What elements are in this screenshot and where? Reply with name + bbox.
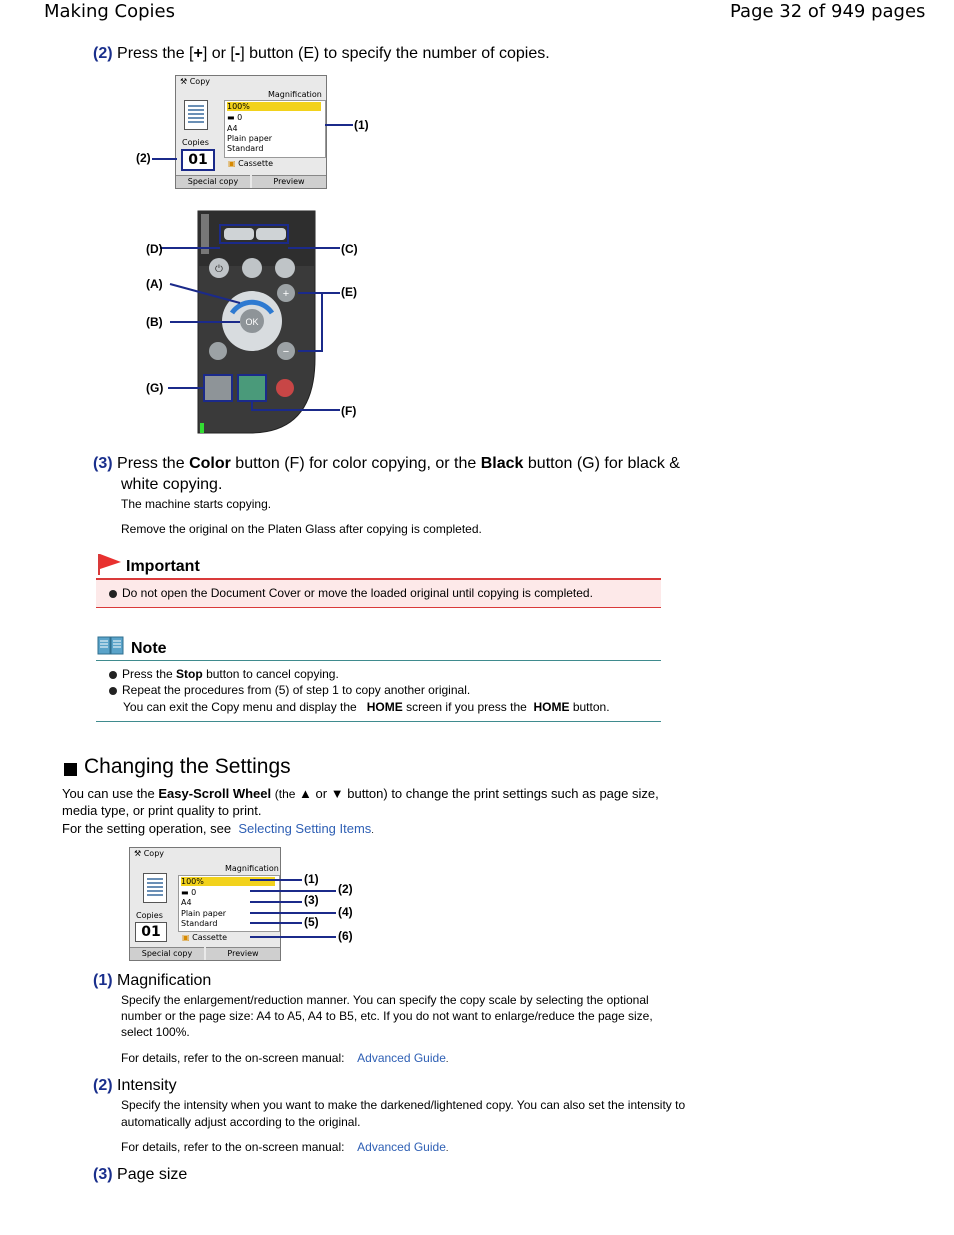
callout-label: (B) — [146, 315, 163, 329]
section-title: Changing the Settings — [84, 755, 291, 778]
advanced-guide-link[interactable]: Advanced Guide — [357, 1051, 446, 1065]
lcd-screen-copy — [175, 75, 327, 189]
copies-label: Copies — [182, 138, 209, 147]
item-reference: For details, refer to the on-screen manual: Advanced Guide. — [121, 1051, 449, 1065]
callout-label: (D) — [146, 242, 163, 256]
bullet-icon — [109, 687, 117, 695]
menu-row: Standard — [181, 919, 218, 928]
copies-value: 01 — [181, 149, 215, 171]
callout-label: (1) — [304, 872, 319, 886]
callout-label: (4) — [338, 905, 353, 919]
up-arrow-icon: ▲ — [299, 786, 312, 801]
note-title: Note — [131, 640, 167, 657]
document-icon — [143, 873, 167, 903]
black-key: Black — [480, 455, 524, 472]
callout-label: (G) — [146, 381, 164, 395]
step-number: (2) — [93, 45, 113, 62]
function-button-right — [256, 228, 286, 240]
step-detail: Remove the original on the Platen Glass after copying is completed. — [121, 522, 482, 536]
copies-value: 01 — [135, 922, 167, 942]
lcd-title: ⚒ Copy — [134, 849, 165, 858]
down-arrow-icon: ▼ — [330, 786, 344, 801]
callout-line — [152, 158, 177, 160]
callout-line — [250, 922, 302, 924]
step-text: Press the — [117, 455, 185, 472]
lcd-screen-settings — [129, 847, 281, 961]
callout-label: (2) — [136, 151, 151, 165]
item-description: number or the page size: A4 to A5, A4 to B5, etc. If you do not want to enlarge/reduce the page size, — [121, 1009, 653, 1023]
item-page-size-heading: (3) Page size — [93, 1166, 188, 1183]
callout-label: (5) — [304, 915, 319, 929]
step-text: Press the [ — [117, 45, 194, 62]
settings-menu — [224, 100, 326, 158]
svg-text:−: − — [282, 346, 290, 358]
callout-line — [325, 124, 353, 126]
menu-row: Standard — [227, 144, 264, 153]
note-item: Repeat the procedures from (5) of step 1 to copy another original. — [109, 683, 470, 697]
color-key: Color — [189, 455, 231, 472]
header-title: Making Copies — [44, 1, 176, 22]
preview-tab: Preview — [206, 947, 280, 960]
svg-text:⏻: ⏻ — [215, 264, 223, 275]
step-3 — [93, 455, 733, 473]
section-paragraph: media type, or print quality to print. — [62, 803, 262, 818]
callout-label: (6) — [338, 929, 353, 943]
step-text: white copying. — [121, 476, 223, 493]
document-icon — [184, 100, 208, 130]
section-paragraph: For the setting operation, see Selecting Setting Items. — [62, 821, 374, 836]
special-copy-tab: Special copy — [176, 175, 250, 188]
flag-icon — [97, 552, 123, 581]
back-button-icon — [209, 342, 227, 360]
copies-label: Copies — [136, 911, 163, 920]
preview-tab: Preview — [252, 175, 326, 188]
note-box — [96, 660, 661, 722]
callout-line — [250, 912, 336, 914]
callout-label: (C) — [341, 242, 358, 256]
callout-line — [250, 890, 336, 892]
section-paragraph: You can use the Easy-Scroll Wheel (the ▲ or ▼ button) to change the print settings such as page size, — [62, 786, 659, 801]
note-item: You can exit the Copy menu and display the HOME screen if you press the HOME button. — [123, 700, 610, 714]
step-text: button (G) for black & — [527, 455, 680, 472]
callout-label: (2) — [338, 882, 353, 896]
step-text: button (F) for color copying, or the — [235, 455, 477, 472]
item-description: Specify the intensity when you want to make the darkened/lightened copy. You can also set the intensity to — [121, 1098, 686, 1112]
stop-button-icon — [276, 379, 294, 397]
menu-row: ▬ 0 — [227, 113, 243, 122]
menu-row: 100% — [227, 102, 321, 111]
lcd-magnification-label: Magnification — [225, 864, 279, 873]
function-button-left — [224, 228, 254, 240]
minus-key: - — [234, 45, 241, 62]
lcd-magnification-label: Magnification — [268, 90, 322, 99]
callout-label: (E) — [341, 285, 357, 299]
menu-row: ▣ Cassette — [182, 933, 228, 942]
note-item: Press the Stop button to cancel copying. — [109, 667, 339, 681]
advanced-guide-link[interactable]: Advanced Guide — [357, 1140, 446, 1154]
special-copy-tab: Special copy — [130, 947, 204, 960]
item-description: Specify the enlargement/reduction manner. You can specify the copy scale by selecting the optional — [121, 993, 649, 1007]
ok-button-label: OK — [245, 317, 259, 327]
step-text: ] or [ — [202, 45, 235, 62]
item-description: automatically adjust according to the original. — [121, 1115, 361, 1129]
callout-line — [250, 901, 302, 903]
selecting-setting-items-link[interactable]: Selecting Setting Items — [238, 821, 372, 836]
important-box — [96, 578, 661, 608]
callout-line — [250, 936, 336, 938]
menu-row: Plain paper — [227, 134, 273, 143]
book-icon — [97, 636, 125, 661]
control-panel-illustration — [140, 208, 370, 436]
lcd-title: ⚒ Copy — [180, 77, 211, 86]
item-magnification-heading: (1) Magnification — [93, 972, 212, 989]
step-text: ] button (E) to specify the number of copies. — [240, 45, 550, 62]
callout-label: (1) — [354, 118, 369, 132]
step-2 — [93, 45, 550, 63]
menu-row: A4 — [181, 898, 192, 907]
bullet-icon — [109, 590, 117, 598]
callout-label: (A) — [146, 277, 163, 291]
section-bullet-icon — [64, 763, 77, 776]
menu-row: ▣ Cassette — [228, 159, 274, 168]
menu-row: 100% — [181, 877, 275, 886]
menu-row: ▬ 0 — [181, 888, 197, 897]
page-counter: Page 32 of 949 pages — [730, 1, 926, 22]
home-button-icon — [275, 258, 295, 278]
step-number: (3) — [93, 455, 113, 472]
important-title: Important — [126, 558, 200, 575]
item-description: select 100%. — [121, 1025, 190, 1039]
menu-row: Plain paper — [181, 909, 227, 918]
callout-line — [250, 879, 302, 881]
callout-label: (3) — [304, 893, 319, 907]
bullet-icon — [109, 671, 117, 679]
svg-text:+: + — [282, 288, 290, 300]
menu-row: A4 — [227, 124, 238, 133]
item-reference: For details, refer to the on-screen manual: Advanced Guide. — [121, 1140, 449, 1154]
step-detail: The machine starts copying. — [121, 497, 272, 511]
settings-button-icon — [242, 258, 262, 278]
item-intensity-heading: (2) Intensity — [93, 1077, 177, 1094]
important-item: Do not open the Document Cover or move the loaded original until copying is completed. — [109, 586, 593, 600]
plus-key: + — [193, 45, 203, 62]
callout-label: (F) — [341, 404, 357, 418]
